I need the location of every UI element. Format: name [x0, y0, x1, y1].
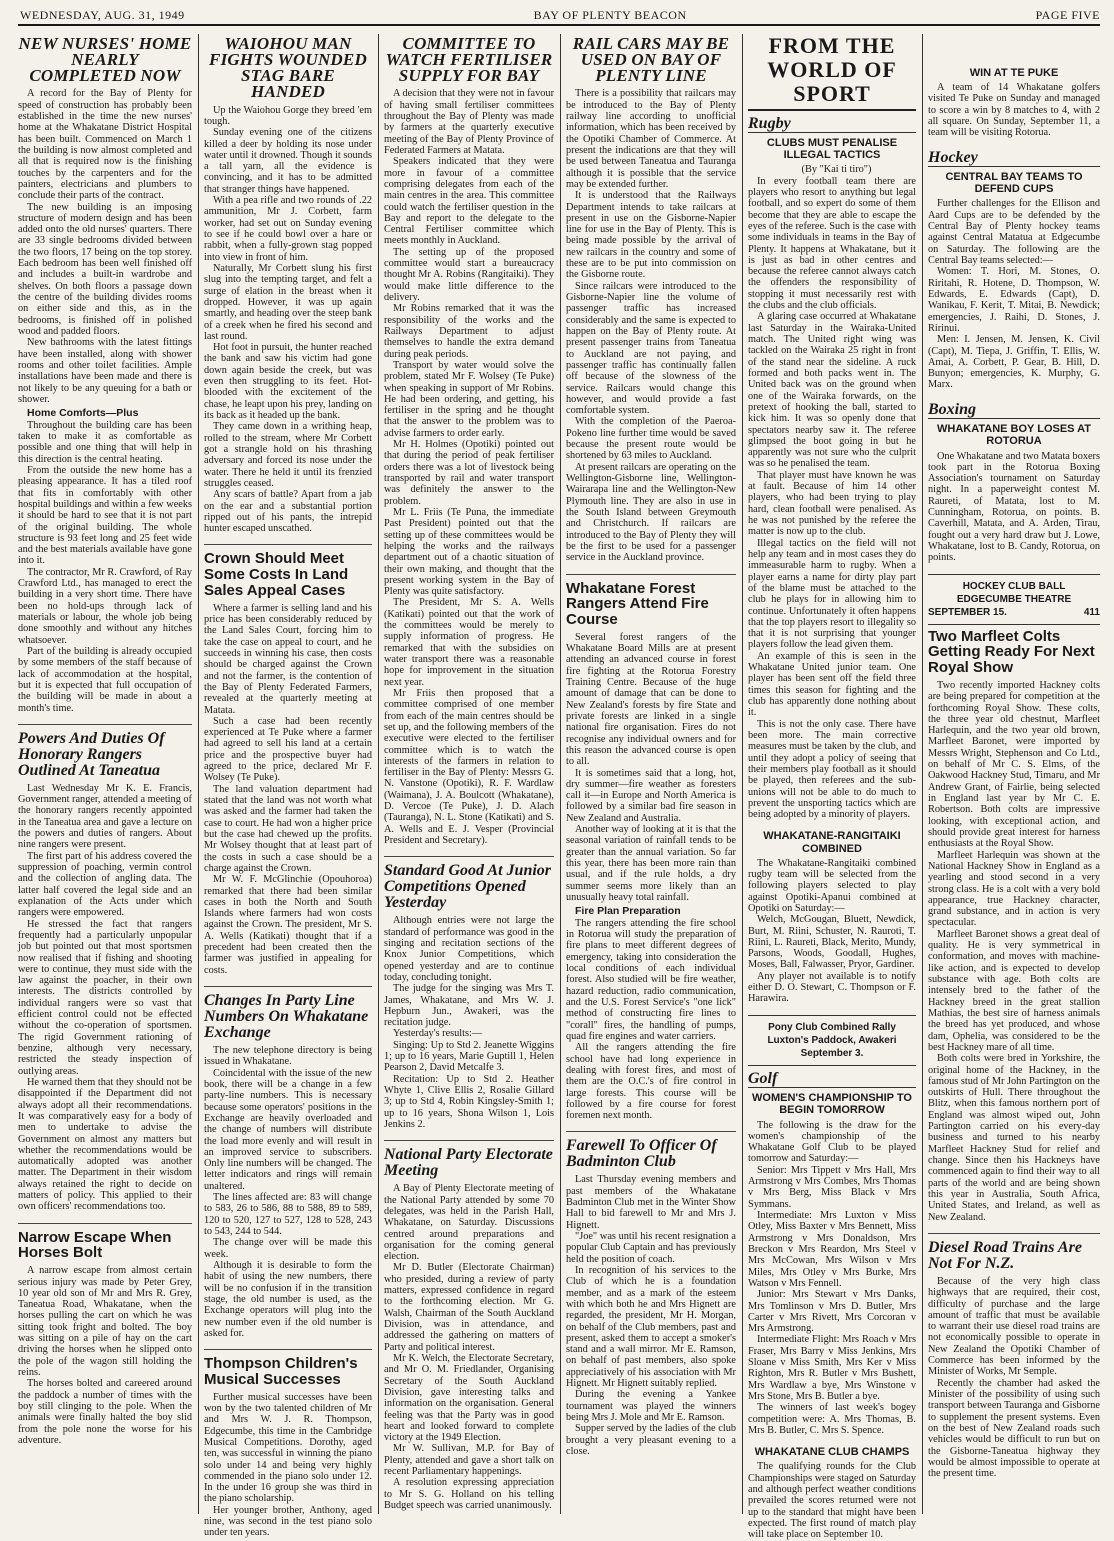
- paragraph: The following is the draw for the women's championship of the Whakatane Golf Club to be played tomorrow and Saturday:—: [748, 1119, 916, 1165]
- paragraph: Any scars of battle? Apart from a jab on the ear and a substantial portion ripped out of his pants, the intrepid hunter escaped unscathed.: [204, 489, 372, 535]
- paragraph: A team of 14 Whakatane golfers visited Te Puke on Sunday and managed to score a win by 8 matches to 4, with 2 all square. On Sunday, September 11, a team will be visiting Rotorua.: [928, 82, 1100, 139]
- column-rule: [922, 34, 923, 1514]
- article-divider: [566, 574, 736, 575]
- paragraph: In every football team there are players who resort to anything but legal football, and so expert do some of them become that they are able to escape the eyes of the referee. Such is the case with some individuals in teams in the Bay of Plenty. It happens at Whakatane, but it is just as bad in other centres and because the referee cannot always catch the offenders the responsibility of stopping it must necessarily rest with the clubs and the club officials.: [748, 175, 916, 312]
- headline: Farewell To Officer Of Badminton Club: [566, 1137, 717, 1171]
- paragraph: With a pea rifle and two rounds of .22 ammunition, Mr J. Corbett, farm worker, had set out on Sunday evening to see if he could bowl over a hare or rabbit, when a fully-grown stag popped into view in front of him.: [204, 195, 372, 263]
- article-divider: [384, 1140, 554, 1141]
- article-illegal-tactics: [748, 137, 916, 820]
- headline: Thompson Children's Musical Successes: [204, 1355, 358, 1388]
- paragraph: A Bay of Plenty Electorate meeting of the National Party attended by some 70 delegates, was held in the Parish Hall, Whakatane, on Saturday. Discussions centred around preparations and organisation for the coming general election.: [384, 1183, 554, 1263]
- paragraph: Mr K. Welch, the Electorate Secretary, and Mr O. M. Friedlander, Organising Secretary of the South Auckland Division, gave interesting talks and information on the organisation. General feeling was that the Party was in good heart and looked forward to complete victory at the 1949 Election.: [384, 1352, 554, 1444]
- paragraph: Marfleet Baronet shows a great deal of quality. He is very symmetrical in conformation, and moves with machine-like action, and is expected to develop substance with age. Both colts are intensely bred to the father of the Hackney breed in the great stallion Mathias, the best sire of harness animals the breed has yet produced, and whose dam, Ophelia, was considered to be the best Hackney mare of all time.: [928, 928, 1100, 1053]
- article-central-bay: [928, 171, 1100, 391]
- headline: RAIL CARS MAY BE USED ON BAY OF PLENTY LINE: [572, 34, 730, 86]
- paragraph: It is understood that the Railways Department intends to take railcars at present in use on the Gisborne-Napier line for use in the Bay of Plenty. This is being made possible by the arrival of new railcars in the country and some of these are to be put into commission on the Gisborne route.: [566, 190, 736, 281]
- paragraph: Several forest rangers of the Whakatane Board Mills are at present attending an advanced course in forest fire fighting at the Rotorua Forestry Training Centre. Because of the huge amount of damage that can be done to New Zealand's forests by fire State and private forests are linked in a single national fire organisation. Fires do not recognise any individual owners and for this reason the advanced course is open to all.: [566, 631, 736, 768]
- headline: Two Marfleet Colts Getting Ready For Next Royal Show: [928, 627, 1095, 677]
- paragraph: One Whakatane and two Matata boxers took part in the Rotorua Boxing Association's tournament on Saturday night. In a paperweight contest M. Raureti, of Matata, lost to M. Cunningham, Rotorua, on points. B. Caverhill, Matata, and A. Arden, Tirau, fought out a very hard draw but J. Lowe, Whakatane, lost to B. Candy, Rotorua, on points.: [928, 450, 1100, 564]
- paragraph: The qualifying rounds for the Club Championships were staged on Saturday and although perfect weather conditions prevailed the scores returned were not up to the standard that might have been expected. The first round of match play will take place on September 10.: [748, 1461, 916, 1541]
- paragraph: Throughout the building care has been taken to make it as comfortable as possible and one thing that will help in this direction is the central heating.: [18, 419, 192, 465]
- headline: Standard Good At Junior Competitions Opened Yesterday: [384, 862, 552, 912]
- paragraph: Hot foot in pursuit, the hunter reached the bank and saw his victim had gone down again beside the creek, but was even then struggling to its feet. Hot-blooded with the excitement of the chase, he leapt upon his prey, landing on its back as it headed up the bank.: [204, 342, 372, 421]
- column-1: [18, 34, 192, 1520]
- article-womens-championship: [748, 1092, 916, 1436]
- paragraph: From the outside the new home has a pleasing appearance. It has a tiled roof that fits in comfortably with other hospital buildings and within a few weeks it should be hard to see that it is not part of the original building. The whole structure is 93 feet long and 25 feet wide and the best materials available have gone into it.: [18, 464, 192, 567]
- paragraph: Naturally, Mr Corbett slung his first slug into the tempting target, and felt a surge of elation in the breast when it dropped. However, it was up again smartly, and heading over the steep bank of a creek when he fired his second and last round.: [204, 262, 372, 342]
- paragraph: Such a case had been recently experienced at Te Puke where a farmer had agreed to sell his land at a certain price and the prospective buyer had agreed to the price, declared Mr F. Wolsey (Te Puke).: [204, 715, 372, 784]
- headline: COMMITTEE TO WATCH FERTILISER SUPPLY FOR BAY: [385, 34, 553, 86]
- paragraph: Mr Robins remarked that it was the responsibility of the works and the Railways Department to adjust themselves to handle the extra demand during peak periods.: [384, 303, 554, 360]
- paragraph: Part of the building is already occupied by some members of the staff because of lack of accommodation at the hospital, but it is expected that full occupation of the building will be made in about a month's time.: [18, 645, 192, 714]
- paragraph: The horses bolted and careered around the paddock a number of times with the boy still clinging to the pole. When the animals were finally halted the boy slid from the pole none the worse for his adventure.: [18, 1378, 192, 1446]
- paragraph: Men: I. Jensen, M. Jensen, K. Civil (Capt), M. Tiepa, J. Griffin, T. Ellis, W. Amai, A. Corbett, P. Gear, B. Hill, D. Bunyon; emergencies, K. Murphy, G. Marx.: [928, 334, 1100, 391]
- paragraph: A decision that they were not in favour of having small fertiliser committees throughout the Bay of Plenty was made by farmers at the quarterly executive meeting of the Bay of Plenty Province of Federated Farmers at Matata.: [384, 88, 554, 156]
- notice-line: SEPTEMBER 15.: [928, 606, 1007, 618]
- paragraph: A resolution expressing appreciation to Mr S. G. Holland on his telling Budget speech was carried unanimously.: [384, 1477, 554, 1512]
- notice-line: EDGECUMBE THEATRE: [956, 593, 1072, 605]
- article-rail-cars: [566, 36, 736, 564]
- paragraph: Where a farmer is selling land and his price has been considerably reduced by the Land Sales Court, forcing him to take the case on appeal to court, and he succeeds in winning his case, then costs should be charged against the Crown and not the farmer, is the contention of the Bay of Plenty Federated Farmers, revealed at the quarterly meeting at Matata.: [204, 602, 372, 716]
- byline: (By "Kai ti tiro"): [801, 164, 872, 176]
- column-rule: [560, 34, 561, 1514]
- subheading: Home Comforts—Plus: [27, 407, 139, 420]
- paragraph: Recently the chamber had asked the Minister of the possibility of using such transport between Tauranga and Gisborne to supplement the present systems. Even on the best of New Zealand roads such vehicles would be difficult to run but on the Gisborne-Taneatua highway they would be almost impossible to operate at the present time.: [928, 1377, 1100, 1480]
- paragraph: Coincidental with the issue of the new book, there will be a change in a few party-line numbers. This is necessary because some operators' positions in the Exchange are heavily overloaded and the change of numbers will distribute the load more evenly and will result in an improved service to subscribers. Only line numbers will be changed. The letter indicators and rings will remain unaltered.: [204, 1067, 372, 1192]
- article-divider: [204, 986, 372, 987]
- article-divider: [204, 1349, 372, 1350]
- notice-number: 411: [1083, 606, 1100, 618]
- article-thompson-children: [204, 1356, 372, 1539]
- paragraph: Supper served by the ladies of the club brought a very pleasant evening to a close.: [566, 1423, 736, 1457]
- article-boxing: [928, 423, 1100, 563]
- paragraph: Mr L. Friis (Te Puna, the immediate Past President) pointed out that the setting up of these committees would be helping the works and the railways department out of a chaotic situation of their own making, and thought that the present working system in the Bay of Plenty was quite satisfactory.: [384, 506, 554, 598]
- paragraph: Intermediate: Mrs Luxton v Miss Otley, Miss Baxter v Mrs Bennett, Miss Armstrong v Mrs Donaldson, Mrs Breckon v Mrs Reardon, Mrs Steel v Mrs McCowan, Mrs Wilson v Mrs Miles, Mrs Otley v Mrs Burke, Mrs Watson v Mrs Fennell.: [748, 1210, 916, 1289]
- paragraph: The new telephone directory is being issued in Whakatane.: [204, 1045, 372, 1068]
- paragraph: The land valuation department had stated that the land was not worth what was asked and the farmer had taken the case to court. He had won a higher price but the case had chewed up the profits. Mr Wolsey thought that at least part of the costs in such a case should be a charge against the Crown.: [204, 783, 372, 874]
- paragraph: Although entries were not large the standard of performance was good in the singing and recitation sections of the Knox Junior Competitions, which opened yesterday and are to continue today, concluding tonight.: [384, 915, 554, 983]
- paragraph: Another way of looking at it is that the seasonal variation of rainfall tends to be greater than the annual variation. So far this year, there has been more rain than usual, and if the rule holds, a dry summer seems more likely than an unusually heavy total rainfall.: [566, 824, 736, 903]
- headline: WHAKATANE-RANGITAIKI COMBINED: [763, 830, 901, 855]
- column-6: [928, 34, 1100, 1520]
- paragraph: Although it is desirable to form the habit of using the new numbers, there will be no confusion if in the transition stage, the old number is used, as the Exchange operators will plug into the new number even if the old number is asked for.: [204, 1259, 372, 1339]
- article-party-line: [204, 993, 372, 1339]
- paragraph: Recitation: Up to Std 2. Heather Whyte 1, Clive Ellis 2, Rosalie Gillard 3; up to Std 4, Robin Kingsley-Smith 1; up to 16 years, Shona Wilson 1, Lois Jenkins 2.: [384, 1073, 554, 1130]
- masthead: [20, 6, 1100, 24]
- paragraph: This is not the only case. There have been more. The main corrective measures must be taken by the club, and until they adopt a policy of seeing that their members play football as it should be played, then referees and the sub-unions will not be able to do much to prevent the unsporting tactics which are being adopted by a minority of players.: [748, 718, 916, 821]
- paragraph: Marfleet Harlequin was shown at the National Hackney Show in England as a yearling and stood second in a very strong class. He is a colt with a very bold appearance, true Hackney character, grand substance, and in action is very spectacular.: [928, 849, 1100, 929]
- paragraph: The Whakatane-Rangitaiki combined rugby team will be selected from the following players selected to play against Opotiki-Apanui combined at Opotiki on Saturday:—: [748, 857, 916, 914]
- article-narrow-escape: [18, 1230, 192, 1447]
- paper-name: BAY OF PLENTY BEACON: [533, 7, 687, 22]
- paragraph: He stressed the fact that rangers frequently had a particularly unpopular job but pointed out that most sportsmen now realised that if fishing and shooting were to continue, they must side with the law against the poacher, in their own interests. The districts controlled by individual rangers were so vast that efficient control could not be effected without the co-operation of sportsmen. The rigid Government rationing of benzine, although very necessary, restricted the steady inspection of outlying areas.: [18, 918, 192, 1077]
- headline: Powers And Duties Of Honorary Rangers Outlined At Taneatua: [18, 729, 165, 779]
- article-honorary-rangers: [18, 731, 192, 1213]
- subheading: Fire Plan Preparation: [575, 905, 681, 918]
- column-rule: [742, 34, 743, 1514]
- section-label-rugby: Rugby: [748, 115, 916, 134]
- headline: Diesel Road Trains Are Not For N.Z.: [928, 1238, 1082, 1272]
- paragraph: He warned them that they should not be disappointed if the Department did not always adopt all their recommendations. It was comparatively easy for a body of men to undertake to advise the Government on almost any matters but whether the recommendations would be automatically adopted was another matter. The Department in their wisdom always retained the right to decide on matters of policy. This applied to their own officers' recommendations too.: [18, 1076, 192, 1213]
- headline: WIN AT TE PUKE: [969, 67, 1059, 79]
- paragraph: The lines affected are: 83 will change to 583, 26 to 586, 88 to 588, 89 to 589, 120 to 520, 127 to 527, 128 to 528, 243 to 543, 244 to 544.: [204, 1192, 372, 1237]
- paragraph: Yesterday's results:—: [393, 1028, 483, 1040]
- paragraph: Her younger brother, Anthony, aged nine, was second in the test piano solo under ten years.: [204, 1504, 372, 1539]
- paragraph: Senior: Mrs Tippett v Mrs Hall, Mrs Armstrong v Mrs Combes, Mrs Thomas v Mrs Berg, Miss Black v Mrs Symmans.: [748, 1164, 916, 1210]
- page-number: PAGE FIVE: [1035, 7, 1100, 22]
- article-marfleet-colts: [928, 629, 1100, 1223]
- section-label-boxing: Boxing: [928, 401, 1100, 420]
- headline: WAIOHOU MAN FIGHTS WOUNDED STAG BARE HANDED: [209, 34, 367, 102]
- paragraph: Last Wednesday Mr K. E. Francis, Government ranger, attended a meeting of the honorary rangers recently appointed in the Taneatua area and gave a lecture on the powers and duties of rangers. About nine rangers were present.: [18, 782, 192, 851]
- paragraph: At present railcars are operating on the Wellington-Gisborne line, Wellington-Wairarapa line and the Wellington-New Plymouth line. They are also in use in the South Island between Greymouth and Christchurch. If railcars are introduced to the Bay of Plenty they will be the first to be used for a passenger service in the Auckland province.: [566, 461, 736, 564]
- article-divider: [18, 724, 192, 725]
- paragraph: A glaring case occurred at Whakatane last Saturday in the Wairaka-United match. The United right wing was tackled on the Wairaka 25 right in front of the stand near the sideline. A ruck formed and both packs went in. The United back was on the ground when one of the Wairaka forwards, on the pretext of hooking the ball, started to kick him. It was so openly done that spectators nearby saw it. The referee glimpsed the boot going in but he apparently was not sure who the culprit was so he penalised the team.: [748, 311, 916, 470]
- article-waiohou-stag: [204, 36, 372, 534]
- article-win-te-puke: [928, 67, 1100, 139]
- article-club-champs: [748, 1446, 916, 1540]
- paragraph: Because of the very high class highways that are required, their cost, difficulty of purchase and the large amount of traffic that must be available to warrant their use diesel road trains are not economically possible to operate in New Zealand the Opotiki Chamber of Commerce has been informed by the Minister of Works, Mr Semple.: [928, 1275, 1100, 1378]
- banner-spacer: [928, 34, 1100, 64]
- notice-line: Pony Club Combined Rally: [768, 1021, 896, 1033]
- paragraph: Illegal tactics on the field will not help any team and in most cases they do immeasurable harm to rugby. When a player earns a name for dirty play part of the blame must be attached to the club he plays for in allowing him to continue. Unfortunately it often happens that the top players resort to illegality so that it is not surprising that younger players follow the lead given them.: [748, 537, 916, 651]
- paragraph: Welch, McGougan, Bluett, Newdick, Burt, M. Riini, Schuster, N. Rauroti, T. Riini, L. Raureti, Black, Merito, Mundy, Parsons, Woods, Goodall, Hughes, Moses, Ball, Falwasser, Pryor, Gardiner.: [748, 914, 916, 971]
- paragraph: Transport by water would solve the problem, stated Mr F. Wolsey (Te Puke) when speaking in support of Mr Robins. He had been ordering, and getting, his fertiliser in the spring and he thought that the answer to the problem was to advise farmers to order early.: [384, 359, 554, 439]
- headline: WHAKATANE BOY LOSES AT ROTORUA: [937, 423, 1091, 448]
- paragraph: Further challenges for the Ellison and Aard Cups are to be defended by the Central Bay of Plenty hockey teams against Central Matatua at Edgecumbe on Saturday. The following are the Central Bay teams selected:—: [928, 198, 1100, 266]
- notice-line: September 3.: [800, 1047, 864, 1059]
- headline: WHAKATANE CLUB CHAMPS: [754, 1446, 910, 1459]
- paragraph: The President, Mr S. A. Wells (Katikati) pointed out that the work of the committees would be merely to supply information of progress. He remarked that with the subsidies on water transport there was a reasonable hope for improvement in the situation next year.: [384, 597, 554, 688]
- paragraph: Mr Friis then proposed that a committee comprised of one member from each of the main centres should be set up, and the following members of the executive were elected to the fertiliser committee which is to watch the interests of the farmers in relation to fertiliser in the Bay of Plenty: Messrs G. N. Vanstone (Opotiki), R. F. Wardlaw (Waimana), J. A. Boulcott (Whakatane), D. Vercoe (Te Puke), J. D. Alach (Tauranga), N. L. Stone (Katikati) and S. A. Wells and E. J. Vesper (Provincial President and Secretary).: [384, 687, 554, 847]
- paragraph: New bathrooms with the latest fittings have been installed, along with shower rooms and other toilet facilities. Ample installations have been made and there is not likely to be any queuing for a bath or shower.: [18, 337, 192, 405]
- notice-hockey-ball: [928, 574, 1100, 625]
- paragraph: Both colts were bred in Yorkshire, the original home of the Hackney, in the famous stud of Mr John Partington on the outskirts of Hull. There throughout the Blitz, when this famous northern port of England was almost wiped out, John Partington carried on his every-day business and turned to his nearby Marfleet Hackney Stud for relief and change. Since then his Hackneys have commenced again to find their way to all parts of the world and are being shown this year in Australia, South Africa, United States, and Ireland, as well as New Zealand.: [928, 1053, 1100, 1223]
- paragraph: Speakers indicated that they were more in favour of a committee comprising delegates from each of the main centres in the area. This committee could watch the fertiliser question in the Bay and report to the delegate to the Central Fertiliser committee which meets monthly in Auckland.: [384, 156, 554, 247]
- sport-section-banner: FROM THE WORLD OF SPORT: [748, 34, 916, 111]
- column-rule: [378, 34, 379, 1514]
- paragraph: A record for the Bay of Plenty for speed of construction has probably been established in the time the new nurses' home at the Whakatane District Hospital has been built. Commenced on March 1 the building is now almost completed and all that is required now is the finishing touches by the carpenters and for the painters, electricians and plumbers to conclude their parts of the contract.: [18, 88, 192, 202]
- paragraph: With the completion of the Paeroa-Pokeno line further time would be saved because the present route would be shortened by 63 miles to Auckland.: [566, 416, 736, 462]
- article-badminton-farewell: [566, 1138, 736, 1457]
- headline: CENTRAL BAY TEAMS TO DEFEND CUPS: [945, 171, 1083, 196]
- article-divider: [566, 1131, 736, 1132]
- article-fertiliser-committee: [384, 36, 554, 846]
- paragraph: Since railcars were introduced to the Gisborne-Napier line the volume of passenger traffic has increased considerably and the same is expected to happen on the Bay of Plenty route. At present passenger trains from Taneatua to Auckland are not paying, and passenger traffic has continually fallen off because of the slowness of the service. Railcars would change this however, and would provide a fast comfortable system.: [566, 280, 736, 417]
- notice-line: Luxton's Paddock, Awakeri: [767, 1034, 897, 1046]
- article-nurses-home: [18, 36, 192, 714]
- paragraph: They came down in a writhing heap, rolled to the stream, where Mr Corbett got a strangle hold on his thrashing adversary and forced its nose under the water. There he held it until its frenzied struggles ceased.: [204, 421, 372, 489]
- paragraph: Mr D. Butler (Electorate Chairman) who presided, during a review of party matters, expressed confidence in regard to the forthcoming election. Mr G. Walsh, Chairman of the South Auckland Division, was in attendance, and addressed the gathering on matters of Party and political interest.: [384, 1262, 554, 1353]
- column-rule: [198, 34, 199, 1514]
- paragraph: Singing: Up to Std 2. Jeanette Wiggins 1; up to 16 years, Marie Guptill 1, Helen Pearson 2, David Metcalfe 3.: [384, 1039, 554, 1074]
- paragraph: Junior: Mrs Stewart v Mrs Danks, Mrs Tomlinson v Mrs D. Butler, Mrs Carter v Mrs Rivett, Mrs Corcoran v Mrs Armstrong.: [748, 1289, 916, 1335]
- paragraph: Up the Waiohou Gorge they breed 'em tough.: [204, 104, 372, 127]
- article-divider: [928, 1233, 1100, 1234]
- notice-pony-club: [748, 1015, 916, 1066]
- headline: CLUBS MUST PENALISE ILLEGAL TACTICS: [766, 137, 898, 162]
- paragraph: A narrow escape from almost certain serious injury was made by Peter Grey, 10 year old son of Mr and Mrs R. Grey, Taneatua Road, Whakatane, when the horses pulling the cart on which he was sitting took fright and bolted. The boy was sitting on a pile of hay on the cart driving the horses when he slipped onto the pole of the wagon still holding the reins.: [18, 1265, 192, 1379]
- headline: Changes In Party Line Numbers On Whakatane Exchange: [204, 992, 369, 1041]
- headline: Crown Should Meet Some Costs In Land Sales Appeal Cases: [204, 550, 349, 599]
- paragraph: That player must have known he was at fault. Because of him 14 other players, who had been trying to play hard, clean football were penalised. As he was not punished by the referee the matter is now up to the club.: [748, 469, 916, 538]
- paragraph: Two recently imported Hackney colts are being prepared for competition at the forthcoming Royal Show. These colts, the three year old chestnut, Marfleet Harlequin, and the two year old brown, Marfleet Baronet, were imported by Messrs Wright, Stephenson and Co Ltd., on behalf of Mr C. S. Elms, of the Oakwood Hackney Stud, Timaru, and Mr Andrew Grant, of Fairlie, being selected in England last year by Mr C. E. Robertson. Both colts are impressive looking, with exceptional action, and should provide great interest for harness enthusiasts at the Royal Show.: [928, 679, 1100, 850]
- headline: NEW NURSES' HOME NEARLY COMPLETED NOW: [18, 34, 192, 86]
- paragraph: An example of this is seen in the Whakatane United junior team. One player has been sent off the field three times this season for fighting and the club has apparently done nothing about it.: [748, 650, 916, 719]
- paragraph: The setting up of the proposed committee would start a bureaucracy thought Mr A. Robins (Rangitaiki). They would make little difference to the delivery.: [384, 246, 554, 304]
- article-diesel-road-trains: [928, 1240, 1100, 1480]
- column-3: [384, 34, 554, 1520]
- article-land-sales: [204, 551, 372, 976]
- article-junior-competitions: [384, 863, 554, 1130]
- paragraph: "Joe" was until his recent resignation a popular Club Captain and has previously held the position of coach.: [566, 1231, 736, 1265]
- issue-date: WEDNESDAY, AUG. 31, 1949: [20, 7, 185, 22]
- paragraph: There is a possibility that railcars may be introduced to the Bay of Plenty railway line according to unofficial information, which has been received by the Opotiki Chamber of Commerce. At present the indications are that they will be used between Taneatua and Tauranga although it is possible that the service may be extended further.: [566, 88, 736, 190]
- paragraph: Women: T. Hori, M. Stones, O. Riritahi, R. Hotene, D. Thompson, W. Edwards, E. Edwards (Capt), D. Wanikau, F. Kerit, T. Mitai, B. Newdick; emergencies, J. Raihi, D. Stones, J. Ririnui.: [928, 266, 1100, 334]
- article-divider: [204, 544, 372, 545]
- article-national-party: [384, 1147, 554, 1511]
- paragraph: Further musical successes have been won by the two talented children of Mr and Mrs W. J. R. Thompson, Edgecumbe, this time in the Cambridge Musical Competitions. Dorothy, aged ten, was successful in winning the piano solo under 14 and being very highly commended in the piano solo under 12. In the under 16 group she was third in the piano scholarship.: [204, 1391, 372, 1505]
- headline: Narrow Escape When Horses Bolt: [18, 1228, 172, 1262]
- paragraph: The winners of last week's bogey competition were: A. Mrs Thomas, B. Mrs B. Butler, C. Mrs S. Spence.: [748, 1402, 916, 1436]
- paragraph: The contractor, Mr R. Crawford, of Ray Crawford Ltd., has managed to erect the building in a very short time. There have been no hold-ups through lack of materials or labour, the whole job being done smoothly and without any hitches whatsoever.: [18, 566, 192, 646]
- paragraph: Mr H. Holmes (Opotiki) pointed out that during the period of peak fertiliser orders there was a lot of livestock being transported by rail and water transport was definitely the answer to the problem.: [384, 439, 554, 507]
- paragraph: Sunday evening one of the citizens killed a deer by holding its nose under water until it drowned. Though it sounds a tall yarn, all the evidence is convincing, and it has to be admitted that stranger things have happened.: [204, 127, 372, 195]
- notice-line: HOCKEY CLUB BALL: [962, 580, 1066, 592]
- article-forest-rangers: [566, 581, 736, 1122]
- notice-row: [928, 607, 1100, 618]
- paragraph: The rangers attending the fire school in Rotorua will study the preparation of fire plans to meet different degrees of emergency, taking into consideration the local conditions of each individual forest. Also studied will be fire weather, hazard reduction, radio communication, and the U.S. Forest Service's "one lick" method of constructing fire lines to "corall" fires, the handling of pumps, quad fire engines and water carriers.: [566, 917, 736, 1042]
- paragraph: Any player not available is to notify either D. O. Stewart, C. Thompson or F. Harawira.: [748, 970, 916, 1005]
- column-4: [566, 34, 736, 1520]
- paragraph: Intermediate Flight: Mrs Roach v Mrs Fraser, Mrs Barry v Miss Jenkins, Mrs Sloane v Miss Smith, Mrs Ker v Miss Righton, Mrs R. Butler v Mrs Bushett, Mrs Wardlaw a bye, Mrs Winstone v Mrs Stone, Mrs B. Butler a bye.: [748, 1334, 916, 1402]
- paragraph: In recognition of his services to the Club of which he is a foundation member, and as a mark of the esteem with which both he and Mrs Hignett are regarded, the president, Mr H. Morgan, on behalf of the Club members, past and present, asked them to accept a smoker's stand and a wall mirror. Mr E. Ramson, on behalf of past members, also spoke appreciatively of his association with Mr Hignett. Mr Hignett suitably replied.: [566, 1264, 736, 1390]
- article-divider: [384, 856, 554, 857]
- paragraph: Mr W. F. McGlinchie (Opouhoroa) remarked that there had been similar cases in both the North and South Islands where farmers had won costs against the Crown. The president, Mr S. A. Wells (Katikati) thought that if a precedent had been created then the farmer was justified in appealing for costs.: [204, 874, 372, 976]
- column-2: [204, 34, 372, 1539]
- paragraph: The new building is an imposing structure of modern design and has been added onto the old nurses' quarters. There are 33 single bedrooms divided between the two floors, 17 being on the top storey. Each bedroom has been well finished off and includes a built-in wardrobe and shelves. On both floors a passage down the centre of the building divides rooms on either side and this, as in the bedrooms, is finished off in polished wood and padded floors.: [18, 201, 192, 337]
- paragraph: It is sometimes said that a long, hot, dry summer—fire weather as foresters call it—in Europe and North America is followed by a similar bad fire season in New Zealand and Australia.: [566, 767, 736, 824]
- masthead-rule: [18, 24, 1100, 26]
- paragraph: During the evening a Yankee tournament was played the winners being Mrs J. Mole and Mr E. Ramson.: [566, 1389, 736, 1424]
- column-5: [748, 33, 916, 1541]
- paragraph: The judge for the singing was Mrs T. James, Whakatane, and Mrs W. J. Hepburn Jun., Awakeri, was the recitation judge.: [384, 983, 554, 1029]
- paragraph: Last Thursday evening members and past members of the Whakatane Badminton Club met in the Winter Show Hall to bid farewell to Mr and Mrs J. Hignett.: [566, 1174, 736, 1231]
- paragraph: All the rangers attending the fire school have had long experience in dealing with forest fires, and most of them are the O.C.'s of fire control in large forests. This course will be followed by a fire course for forest foremen next month.: [566, 1042, 736, 1122]
- paragraph: Mr W. Sullivan, M.P. for Bay of Plenty, attended and gave a short talk on recent Parliamentary happenings.: [384, 1443, 554, 1478]
- section-label-hockey: Hockey: [928, 149, 1100, 168]
- paragraph: The change over will be made this week.: [204, 1237, 372, 1260]
- article-combined-team: [748, 830, 916, 1004]
- headline: National Party Electorate Meeting: [384, 1146, 553, 1180]
- section-label-golf: Golf: [748, 1070, 916, 1089]
- headline: Whakatane Forest Rangers Attend Fire Course: [566, 579, 709, 629]
- headline: WOMEN'S CHAMPIONSHIP TO BEGIN TOMORROW: [752, 1092, 912, 1117]
- paragraph: The first part of his address covered the suppression of poaching, vermin control and the collection of angling data. The latter half covered the legal side and an explanation of the Acts under which rangers were empowered.: [18, 850, 192, 919]
- article-divider: [18, 1223, 192, 1224]
